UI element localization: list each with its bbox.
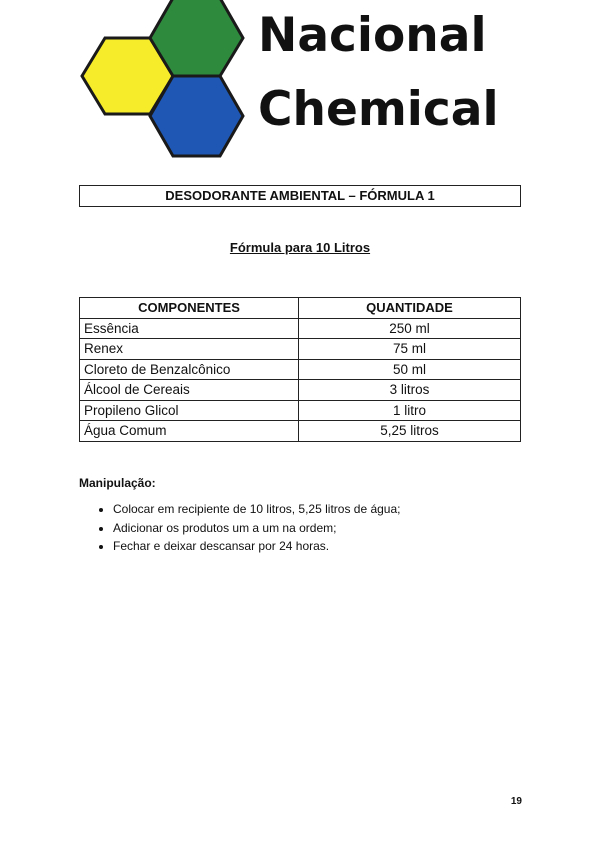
- component-name: Renex: [80, 339, 299, 360]
- header-quantity: QUANTIDADE: [299, 298, 521, 319]
- component-quantity: 3 litros: [299, 380, 521, 401]
- document-title: DESODORANTE AMBIENTAL – FÓRMULA 1: [79, 185, 521, 207]
- component-name: Cloreto de Benzalcônico: [80, 359, 299, 380]
- manipulation-heading: Manipulação:: [79, 476, 156, 490]
- table-row: [80, 421, 521, 442]
- table-row: [80, 380, 521, 401]
- brand-name-line1: Nacional: [258, 8, 487, 63]
- company-logo: [80, 0, 540, 160]
- table-row: [80, 318, 521, 339]
- component-quantity: 50 ml: [299, 359, 521, 380]
- component-quantity: 250 ml: [299, 318, 521, 339]
- brand-name-line2: Chemical: [258, 82, 499, 137]
- table-row: [80, 339, 521, 360]
- component-name: Propileno Glicol: [80, 400, 299, 421]
- list-item: • Colocar em recipiente de 10 litros, 5,25 litros de água;: [113, 500, 401, 519]
- component-quantity: 1 litro: [299, 400, 521, 421]
- formula-subtitle: Fórmula para 10 Litros: [229, 240, 371, 255]
- component-name: Água Comum: [80, 421, 299, 442]
- manipulation-steps-list: [79, 500, 401, 556]
- table-row: [80, 359, 521, 380]
- table-header-row: [80, 298, 521, 319]
- header-components: COMPONENTES: [80, 298, 299, 319]
- component-name: Álcool de Cereais: [80, 380, 299, 401]
- component-name: Essência: [80, 318, 299, 339]
- component-quantity: 5,25 litros: [299, 421, 521, 442]
- component-quantity: 75 ml: [299, 339, 521, 360]
- components-table: [79, 297, 521, 442]
- hexagon-logo-icon: [80, 0, 260, 160]
- list-item: • Adicionar os produtos um a um na ordem;: [113, 519, 401, 538]
- page-number: 19: [510, 796, 522, 807]
- table-row: [80, 400, 521, 421]
- list-item: • Fechar e deixar descansar por 24 horas.: [113, 537, 401, 556]
